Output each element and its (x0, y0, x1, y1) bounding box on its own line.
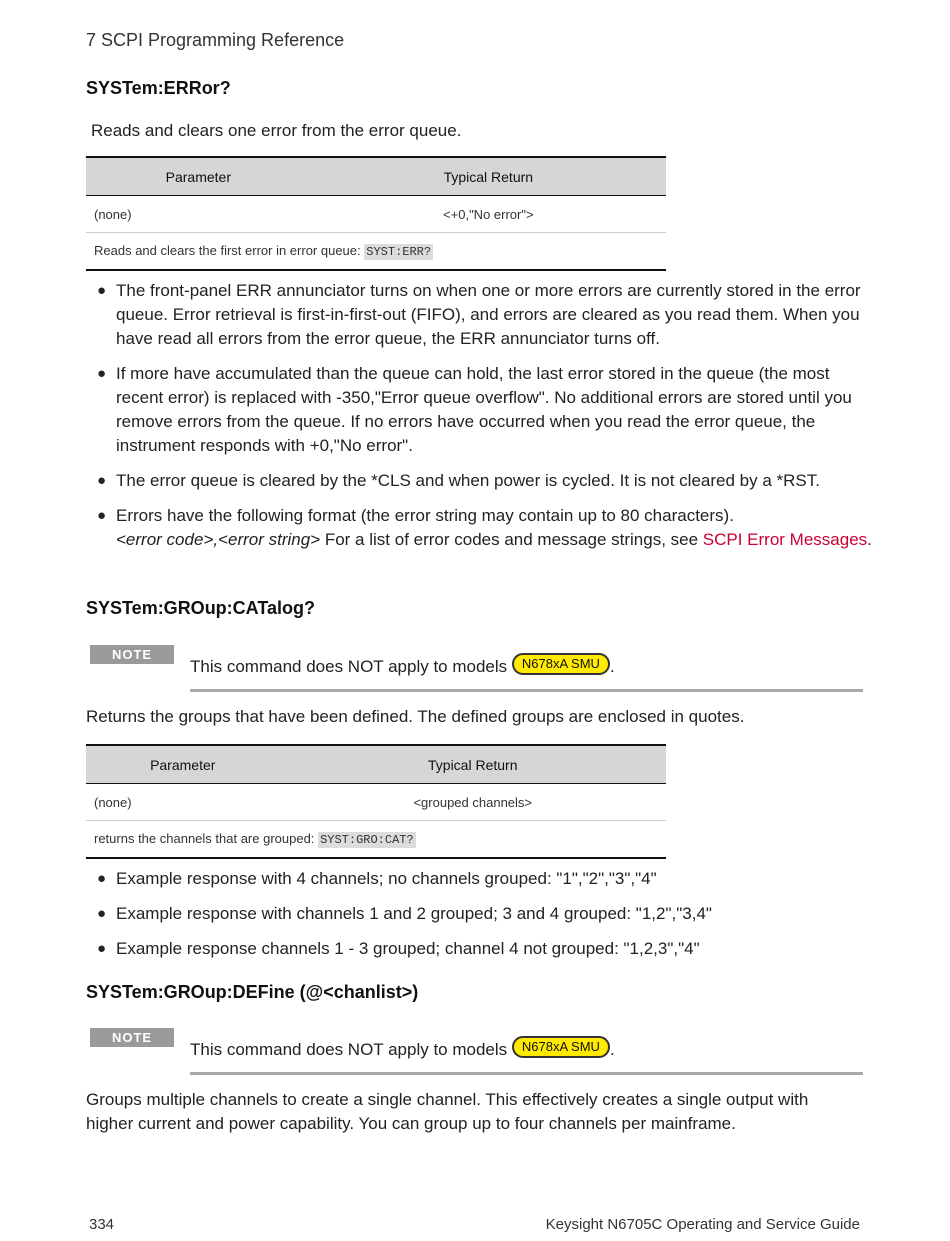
note-badge: NOTE (90, 645, 174, 664)
table-cell-parameter: (none) (86, 196, 311, 233)
table-cell-parameter: (none) (86, 784, 279, 821)
bullet-icon: ● (97, 282, 107, 299)
note-box (86, 1028, 863, 1078)
list-item: ● The error queue is cleared by the *CLS and when power is cycled. It is not cleared by a *RST. (86, 469, 876, 493)
example-text: Reads and clears the first error in error queue: (94, 243, 361, 258)
table-header-typical-return: Typical Return (279, 745, 666, 784)
bullet-icon: ● (97, 365, 107, 382)
note-badge: NOTE (90, 1028, 174, 1047)
table-example-row (86, 821, 666, 859)
page-number: 334 (89, 1216, 115, 1233)
note-text: This command does NOT apply to models N678xA SMU . (190, 1036, 615, 1060)
list-item: ● Errors have the following format (the error string may contain up to 80 characters). <error code>,<error string> For a list of error codes and message strings, see SCPI Error Messages. (97, 506, 872, 549)
parameter-table (86, 156, 666, 271)
error-format: <error code>,<error string> (116, 530, 321, 549)
table-row (86, 196, 666, 233)
chapter-header: 7 SCPI Programming Reference (86, 30, 345, 50)
model-badge: N678xA SMU (512, 1036, 610, 1058)
bullet-icon: ● (97, 870, 107, 887)
bullet-icon: ● (97, 507, 107, 524)
table-example-row (86, 233, 666, 271)
bullet-icon: ● (97, 905, 107, 922)
table-cell-return: <grouped channels> (279, 784, 666, 821)
bullet-icon: ● (97, 940, 107, 957)
section-description: Returns the groups that have been defined. The defined groups are enclosed in quotes. (86, 707, 745, 726)
example-code: SYST:GRO:CAT? (320, 833, 414, 847)
note-divider (190, 689, 863, 692)
section-heading-group-catalog: SYSTem:GROup:CATalog? (86, 598, 315, 618)
table-cell-return: <+0,"No error"> (311, 196, 666, 233)
section-description: Reads and clears one error from the error queue. (91, 121, 462, 140)
table-header-typical-return: Typical Return (311, 157, 666, 196)
note-box (86, 645, 863, 695)
list-item: ● If more have accumulated than the queue can hold, the last error stored in the queue (the most recent error) is replaced with -350,"Error queue overflow". No additional errors are stored until you remove errors from the queue. If no errors have occurred when you read the error queue, the instrument responds with +0,"No error". (97, 364, 852, 455)
bullet-list (86, 867, 876, 972)
list-item: ● Example response with 4 channels; no channels grouped: "1","2","3","4" (86, 867, 876, 891)
example-text: returns the channels that are grouped: (94, 831, 315, 846)
section-heading-group-define: SYSTem:GROup:DEFine (@<chanlist>) (86, 982, 419, 1002)
list-item: ● Example response channels 1 - 3 grouped; channel 4 not grouped: "1,2,3","4" (86, 937, 876, 961)
list-item: ● The front-panel ERR annunciator turns on when one or more errors are currently stored in the error queue. Error retrieval is first-in-first-out (FIFO), and errors are cleared as you read them. When you have read all errors from the error queue, the ERR annunciator turns off. (97, 281, 861, 348)
model-badge: N678xA SMU (512, 653, 610, 675)
table-header-parameter: Parameter (86, 157, 311, 196)
note-divider (190, 1072, 863, 1075)
table-example-cell (86, 821, 666, 859)
bullet-icon: ● (97, 472, 107, 489)
list-item: ● Example response with channels 1 and 2 grouped; 3 and 4 grouped: "1,2","3,4" (86, 902, 876, 926)
table-header-parameter: Parameter (86, 745, 279, 784)
bullet-list (86, 279, 876, 563)
section-heading-syst-err: SYSTem:ERRor? (86, 78, 231, 98)
scpi-error-messages-link[interactable]: SCPI Error Messages (702, 530, 868, 549)
table-example-cell (86, 233, 666, 271)
guide-title: Keysight N6705C Operating and Service Guide (545, 1216, 860, 1233)
example-code: SYST:ERR? (366, 245, 432, 259)
parameter-table (86, 744, 666, 859)
note-text: This command does NOT apply to models N678xA SMU . (190, 653, 615, 677)
table-row (86, 784, 666, 821)
section-description: Groups multiple channels to create a single channel. This effectively creates a single output with higher current and power capability. You can group up to four channels per mainframe. (86, 1090, 809, 1133)
